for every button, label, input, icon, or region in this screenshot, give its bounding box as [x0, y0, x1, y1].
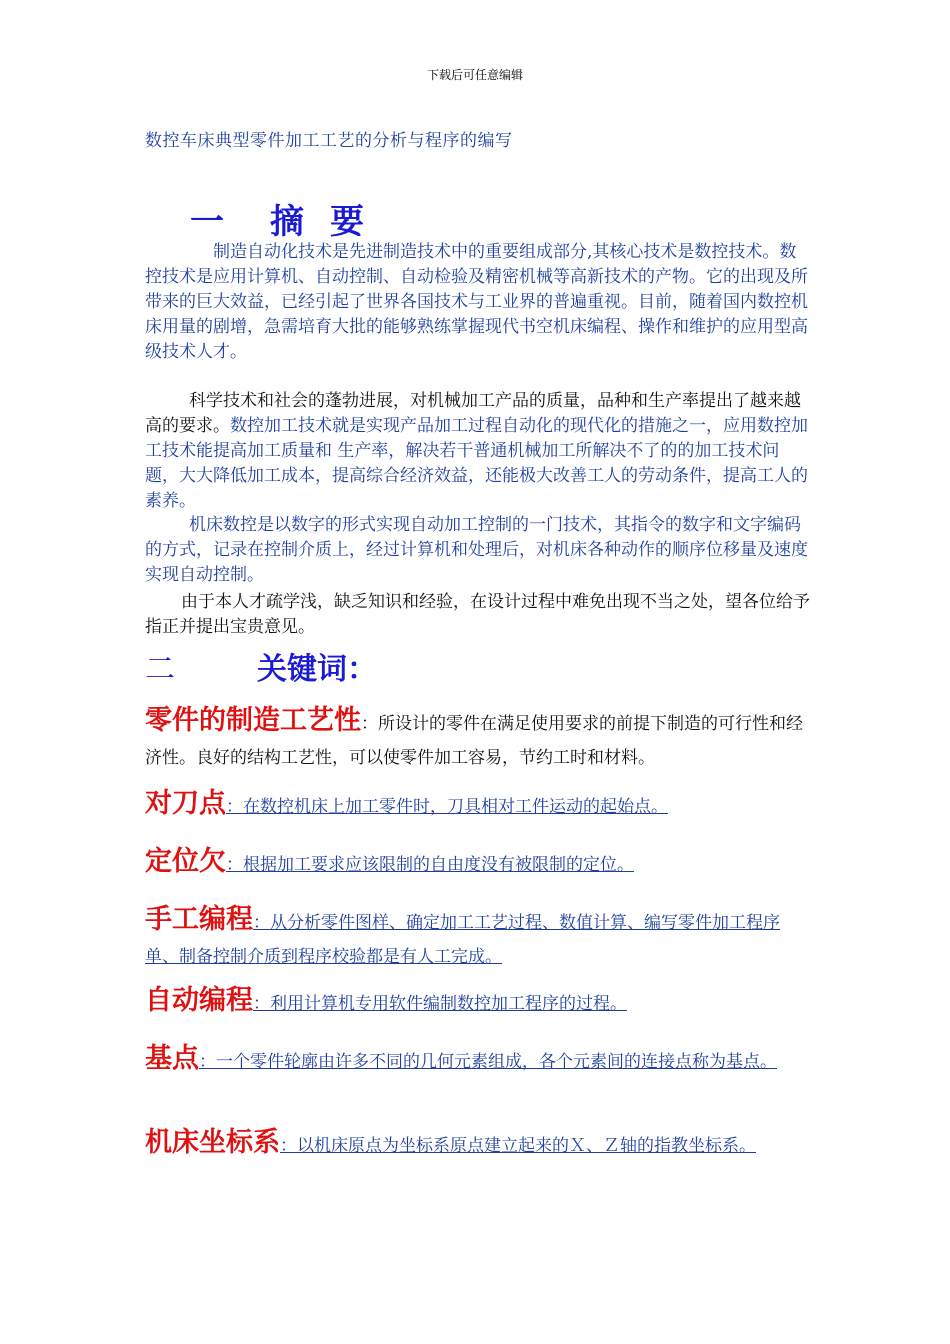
- keyword-separator: ：: [253, 913, 270, 933]
- keyword-separator: ：: [226, 797, 243, 817]
- abstract-paragraph-3: 机床数控是以数字的形式实现自动加工控制的一门技术，其指令的数字和文字编码的方式，记录在控制介质上，经过计算机和处理后，对机床各种动作的顺序位移量及速度实现自动控制。: [145, 515, 808, 585]
- abstract-paragraph-2: [145, 389, 810, 514]
- keyword-term: 定位欠: [145, 846, 226, 877]
- section-number: 二: [145, 652, 175, 687]
- keyword-definition: 所设计的零件在满足使用要求的前提下制造的可行性和经济性。良好的结构工艺性，可以使零件加工容易，节约工时和材料。: [145, 714, 803, 768]
- abstract-text-blue: 数控加工技术就是实现产品加工过程自动化的现代化的措施之一，应用数控加工技术能提高加工质量和 生产率，解决若干普通机械加工所解决不了的的加工技术问题，大大降低加工成本，提高综合经济效益，还能极大改善工人的劳动条件，提高工人的素养。: [145, 416, 808, 511]
- keyword-item: [145, 845, 810, 882]
- keyword-term: 手工编程: [145, 904, 253, 935]
- section-heading-abstract: [190, 194, 364, 243]
- keyword-separator: ：: [226, 855, 243, 875]
- keyword-term: 基点: [145, 1043, 199, 1074]
- keyword-separator: ：: [280, 1136, 297, 1156]
- keywords-heading: 关键词：: [257, 652, 377, 687]
- abstract-paragraph-1: 制造自动化技术是先进制造技术中的重要组成部分,其核心技术是数控技术。数控技术是应用计算机、自动控制、自动检验及精密机械等高新技术的产物。它的出现及所带来的巨大效益，已经引起了世界各国技术与工业界的普遍重视。目前，随着国内数控机床用量的剧增，急需培育大批的能够熟练掌握现代书空机床编程、操作和维护的应用型高级技术人才。: [145, 242, 808, 362]
- keyword-separator: ：: [199, 1052, 216, 1072]
- keyword-definition: 以机床原点为坐标系原点建立起来的Ｘ、Ｚ轴的指教坐标系。: [297, 1136, 756, 1156]
- keyword-separator: ：: [253, 994, 270, 1014]
- document-title: 数控车床典型零件加工工艺的分析与程序的编写: [145, 131, 513, 151]
- keyword-definition: 根据加工要求应该限制的自由度没有被限制的定位。: [243, 855, 634, 875]
- keyword-item: [145, 787, 810, 824]
- keyword-term: 对刀点: [145, 788, 226, 819]
- keyword-item: [145, 1126, 810, 1163]
- keyword-term: 自动编程: [145, 985, 253, 1016]
- keyword-separator: ：: [361, 714, 378, 734]
- keyword-definition: 一个零件轮廓由许多不同的几何元素组成，各个元素间的连接点称为基点。: [216, 1052, 777, 1072]
- keyword-item: [145, 984, 810, 1021]
- section-heading-keywords: [145, 644, 377, 688]
- section-number: 一: [190, 202, 224, 242]
- keyword-term: 机床坐标系: [145, 1127, 280, 1158]
- heading-char: 要: [330, 202, 364, 242]
- keyword-item: [145, 1042, 810, 1079]
- page-header: 下载后可任意编辑: [426, 68, 523, 82]
- keyword-item: [145, 903, 810, 974]
- keyword-item: [145, 704, 810, 775]
- abstract-paragraph-4: 由于本人才疏学浅，缺乏知识和经验，在设计过程中难免出现不当之处，望各位给予指正并提出宝贵意见。: [145, 592, 810, 637]
- heading-char: 摘: [270, 202, 304, 242]
- abstract-text-black: 科学技术和社会的蓬勃进展，对机械加工产品的质量，品种和生产率提出了越来越高的要求。: [145, 391, 801, 436]
- keyword-definition: 在数控机床上加工零件时，刀具相对工件运动的起始点。: [243, 797, 668, 817]
- keyword-definition: 从分析零件图样、确定加工工艺过程、数值计算、编写零件加工程序单、制备控制介质到程序校验都是有人工完成。: [145, 913, 780, 967]
- keyword-definition: 利用计算机专用软件编制数控加工程序的过程。: [270, 994, 627, 1014]
- keyword-term: 零件的制造工艺性: [145, 705, 361, 736]
